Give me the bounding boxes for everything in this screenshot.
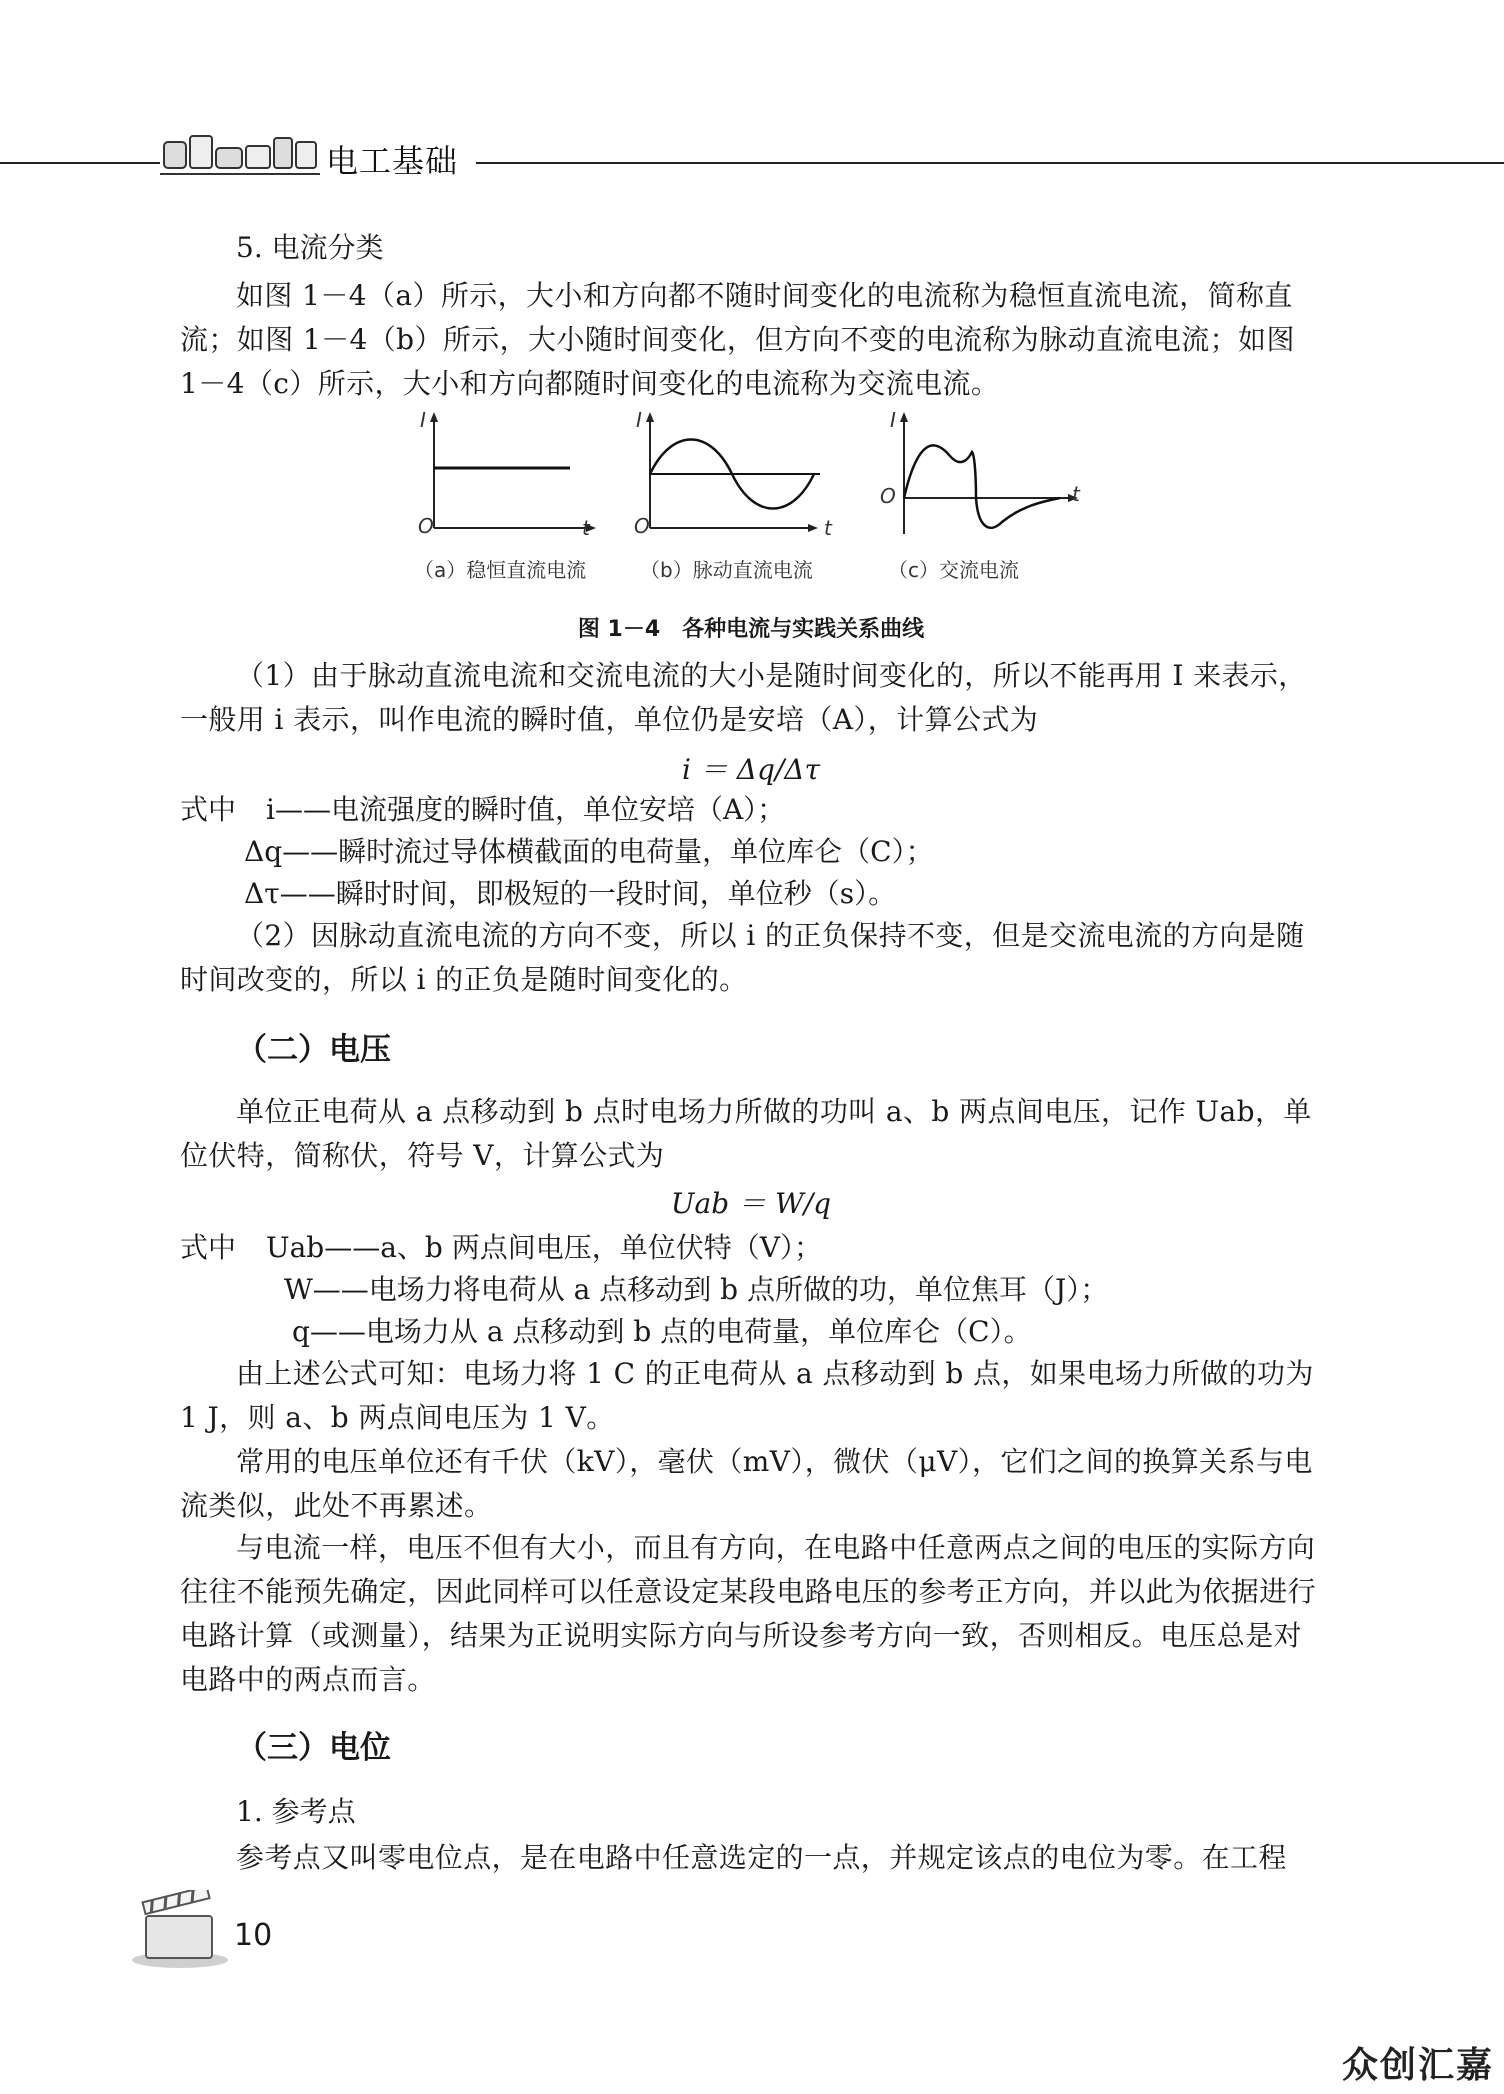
point-2-para: （2）因脉动直流电流的方向不变，所以 i 的正负保持不变，但是交流电流的方向是随时间改变的，所以 i 的正负是随时间变化的。 xyxy=(180,919,1305,996)
voltage-para-3: 常用的电压单位还有千伏（kV），毫伏（mV），微伏（μV），它们之间的换算关系与电流类似，此处不再累述。 xyxy=(180,1445,1313,1522)
def-dq: Δq——瞬时流过导体横截面的电荷量，单位库仑（C）； xyxy=(244,835,934,868)
section-5-para: 如图 1－4（a）所示，大小和方向都不随时间变化的电流称为稳恒直流电流，简称直流；如图 1－4（b）所示，大小随时间变化，但方向不变的电流称为脉动直流电流；如图 1－4（c）所示，大小和方向都随时间变化的电流称为交流电流。 xyxy=(180,279,1295,400)
header-rule-left xyxy=(0,162,160,164)
def-i: i——电流强度的瞬时值，单位安培（A）； xyxy=(266,793,786,826)
voltage-formula: Uab ＝ W/q xyxy=(670,1187,832,1220)
caption-b: （b）脉动直流电流 xyxy=(640,558,813,582)
point-1-para: （1）由于脉动直流电流和交流电流的大小是随时间变化的，所以不能再用 I 来表示，一般用 i 表示，叫作电流的瞬时值，单位仍是安培（A），计算公式为 xyxy=(180,659,1307,736)
voltage-heading: （二）电压 xyxy=(236,1032,391,1068)
figure-1-4 xyxy=(410,410,1090,540)
def-uab: Uab——a、b 两点间电压，单位伏特（V）； xyxy=(266,1231,822,1264)
reference-point-title: 1. 参考点 xyxy=(236,1795,356,1828)
clapperboard-icon xyxy=(130,1890,230,1970)
figure-title: 图 1－4 各种电流与实践关系曲线 xyxy=(577,617,925,642)
header-rule-right xyxy=(476,162,1504,164)
caption-c: （c）交流电流 xyxy=(888,558,1019,582)
def-prefix-2: 式中 xyxy=(180,1231,237,1264)
def-dt: Δτ——瞬时时间，即极短的一段时间，单位秒（s）。 xyxy=(244,877,897,910)
potential-para: 参考点又叫零电位点，是在电路中任意选定的一点，并规定该点的电位为零。在工程 xyxy=(236,1841,1287,1874)
axis-t-a: t xyxy=(582,516,590,540)
book-title: 电工基础 xyxy=(326,142,459,180)
def-q: q——电场力从 a 点移动到 b 点的电荷量，单位库仑（C）。 xyxy=(292,1315,1032,1348)
axis-i-c: I xyxy=(890,408,896,432)
caption-a: （a）稳恒直流电流 xyxy=(414,558,587,582)
axis-t-b: t xyxy=(824,516,832,540)
origin-b: O xyxy=(634,514,650,538)
def-w: W——电场力将电荷从 a 点移动到 b 点所做的功，单位焦耳（J）； xyxy=(284,1273,1109,1306)
current-formula: i ＝ Δq/Δτ xyxy=(681,753,821,786)
origin-c: O xyxy=(880,484,896,508)
voltage-para-2: 由上述公式可知：电场力将 1 C 的正电荷从 a 点移动到 b 点，如果电场力所做的功为 1 J，则 a、b 两点间电压为 1 V。 xyxy=(180,1357,1314,1434)
axis-i-a: I xyxy=(420,408,426,432)
watermark: 众创汇嘉 xyxy=(1341,2045,1494,2086)
ac-wave xyxy=(904,445,1060,527)
robots-icon xyxy=(160,132,320,180)
axis-t-c: t xyxy=(1072,482,1080,506)
origin-a: O xyxy=(418,514,434,538)
axis-i-b: I xyxy=(636,408,642,432)
page-number: 10 xyxy=(234,1918,273,1953)
def-prefix-1: 式中 xyxy=(180,793,237,826)
potential-heading: （三）电位 xyxy=(236,1730,391,1766)
voltage-para-1: 单位正电荷从 a 点移动到 b 点时电场力所做的功叫 a、b 两点间电压，记作 Uab，单位伏特，简称伏，符号 V，计算公式为 xyxy=(180,1095,1312,1172)
voltage-para-4: 与电流一样，电压不但有大小，而且有方向，在电路中任意两点之间的电压的实际方向往往不能预先确定，因此同样可以任意设定某段电路电压的参考正方向，并以此为依据进行电路计算（或测量），结果为正说明实际方向与所设参考方向一致，否则相反。电压总是对电路中的两点而言。 xyxy=(180,1531,1317,1696)
section-5-title: 5. 电流分类 xyxy=(236,231,384,264)
